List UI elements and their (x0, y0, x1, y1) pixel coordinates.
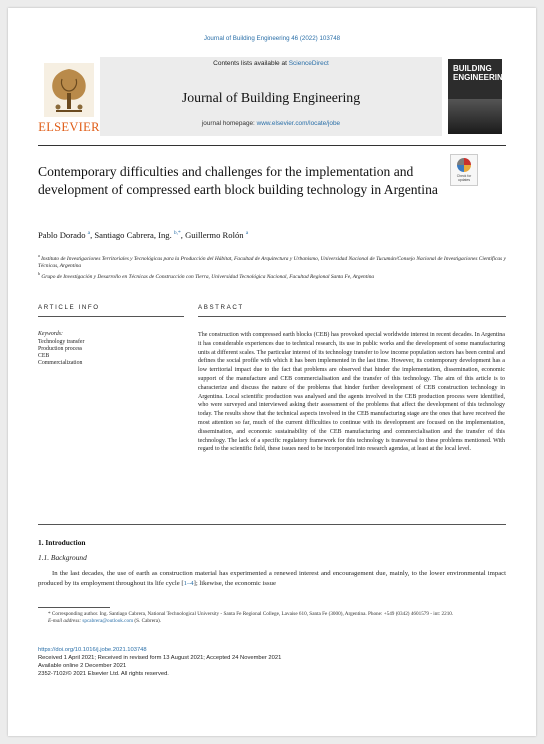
corresponding-author-footnote (38, 611, 506, 625)
copyright: 2352-7102/© 2021 Elsevier Ltd. All rights reserved. (38, 671, 169, 677)
affiliation-text: Instituto de Investigaciones Territoriales y Tecnológicas para la Producción del Hábitat, Facultad de Arquitectura y Urbanismo, Universidad Nacional de Tucumán/Consejo Nacional de Investigaciones Científicas y Técnicas, Argentina (38, 255, 506, 269)
subsection-heading-background: 1.1. Background (38, 553, 87, 562)
received-dates: Received 1 April 2021; Received in revised form 13 August 2021; Accepted 24 November 2021 (38, 655, 282, 661)
affiliation (38, 252, 508, 270)
cover-title-line2: ENGINEERING (453, 72, 510, 82)
article-info-rule (38, 316, 184, 317)
cover-title-line1: BUILDING (453, 64, 492, 73)
keywords-label: Keywords: (38, 331, 63, 337)
masthead-divider (38, 145, 506, 146)
abstract-rule (198, 316, 506, 317)
author-list: Pablo Dorado $^a$, Santiago Cabrera, Ing. $^{b,*}$, Guillermo Rolón $^a$ (38, 230, 249, 240)
email-link[interactable]: spcabrera@outlook.com (82, 618, 134, 625)
abstract-heading: ABSTRACT (198, 304, 244, 311)
publisher-name: ELSEVIER (38, 120, 100, 134)
journal-masthead (38, 57, 510, 140)
affiliation (38, 270, 508, 281)
article-page (8, 8, 536, 736)
elsevier-logo[interactable] (38, 57, 100, 137)
check-updates-label (451, 174, 477, 182)
homepage-prefix: journal homepage: (201, 120, 255, 127)
cover-title (453, 65, 509, 82)
author-affiliation-mark[interactable]: a (245, 230, 249, 236)
author-name[interactable]: Pablo Dorado (38, 230, 86, 240)
article-title: Contemporary difficulties and challenges for the implementation and development of compressed earth block building technology in Argentina (38, 164, 438, 197)
journal-homepage (100, 120, 442, 127)
check-updates-line1: Check for (456, 174, 472, 178)
author-name[interactable]: Guillermo Rolón (185, 230, 244, 240)
contents-prefix: Contents lists available at (213, 60, 287, 67)
affiliation-text: Grupo de Investigación y Desarrollo en Técnicas de Construcción con Tierra, Universidad Tecnológica Nacional, Facultad Regional Santa Fe, Argentina (41, 273, 375, 280)
author-affiliation-mark[interactable]: a (87, 230, 91, 236)
contents-line (100, 60, 442, 67)
check-updates-line2: updates (457, 178, 471, 182)
journal-title[interactable]: Journal of Building Engineering (181, 90, 361, 105)
affiliation-mark: a (38, 253, 40, 258)
abstract-text: The construction with compressed earth blocks (CEB) has provoked special worldwide interest in recent decades. In Argentina it has considerable experiences due to technical research, its use in public works and the development of some manufacturing units at different scales. The particular interest of its technology transfer to low income population sectors has been central and defines the social profile with which it has been implemented in the last time. However, its contemporary development has a low territorial impact due to the fact that problems are observed that hinder the implementation, dissemination, economic support of the manufacture and CEB commercialisation and the transfer of this technology. The aim of this article is to characterize and discuss the nature of the problems that hinder further development of CEB construction technology in Argentina. Local scientific production was analysed and the agents involved in the CEB production process were identified, who were surveyed and interviewed asking their assessment of the problems that affect the development of this technology today. The results show that the technical aspects involved in the CEB manufacturing stage are the ones that have received the most attention so far, much of the current difficulties to continue with its development are focused on the implementation, dissemination, and economic sustainability of the CEB manufacturing and commercialisation and the transfer of this technology. The lack of a specific regulatory framework for this technology is transversal to these problems mentioned. With regard to the scientific field, these issues need to be incorporated into research agendas, at least at the local level. (198, 332, 505, 453)
email-suffix: (S. Cabrera). (134, 618, 162, 625)
keyword: CEB (38, 353, 50, 359)
keyword: Technology transfer (38, 339, 85, 345)
elsevier-tree-icon (44, 63, 94, 117)
publication-info (38, 646, 506, 678)
check-for-updates-button[interactable] (450, 154, 478, 186)
journal-citation-link[interactable]: Journal of Building Engineering 46 (2022) 103748 (203, 35, 341, 42)
footnote-text: * Corresponding author. Ing. Santiago Cabrera, National Technological University - Santa Fe Regional College, Lavaise 610, Santa Fe (3000), Argentina. Phone: +549 (0342) 4601579 - int: 2210. (48, 611, 454, 617)
author-affiliation-mark[interactable]: b,* (173, 230, 181, 236)
doi-link[interactable]: https://doi.org/10.1016/j.jobe.2021.103748 (38, 647, 147, 653)
affiliation-mark: b (38, 271, 40, 276)
email-label: E-mail address: (48, 618, 82, 625)
keyword: Production process (38, 346, 83, 352)
check-updates-icon (457, 158, 471, 172)
introduction-paragraph (38, 569, 506, 589)
keyword: Commercialization (38, 360, 83, 366)
section-heading-introduction: 1. Introduction (38, 538, 86, 547)
citation-link[interactable]: 1–4 (183, 580, 194, 588)
article-info-heading: ARTICLE INFO (38, 304, 100, 311)
author-name[interactable]: Santiago Cabrera, Ing. (94, 230, 172, 240)
journal-cover-thumbnail[interactable] (448, 59, 510, 134)
online-date: Available online 2 December 2021 (38, 663, 127, 669)
journal-homepage-link[interactable]: www.elsevier.com/locate/jobe (256, 120, 341, 127)
footnote-rule (38, 607, 110, 608)
intro-text: ]; likewise, the economic issue (193, 580, 276, 588)
abstract-bottom-rule (38, 524, 506, 525)
masthead-band (100, 57, 442, 136)
cover-image (448, 99, 502, 134)
sciencedirect-link[interactable]: ScienceDirect (288, 60, 329, 67)
intro-text: In the last decades, the use of earth as construction material has experimented a renewed interest and encouragement due, mainly, to the lower environmental impact produced by its employment throughout its life cycle [ (38, 570, 506, 588)
